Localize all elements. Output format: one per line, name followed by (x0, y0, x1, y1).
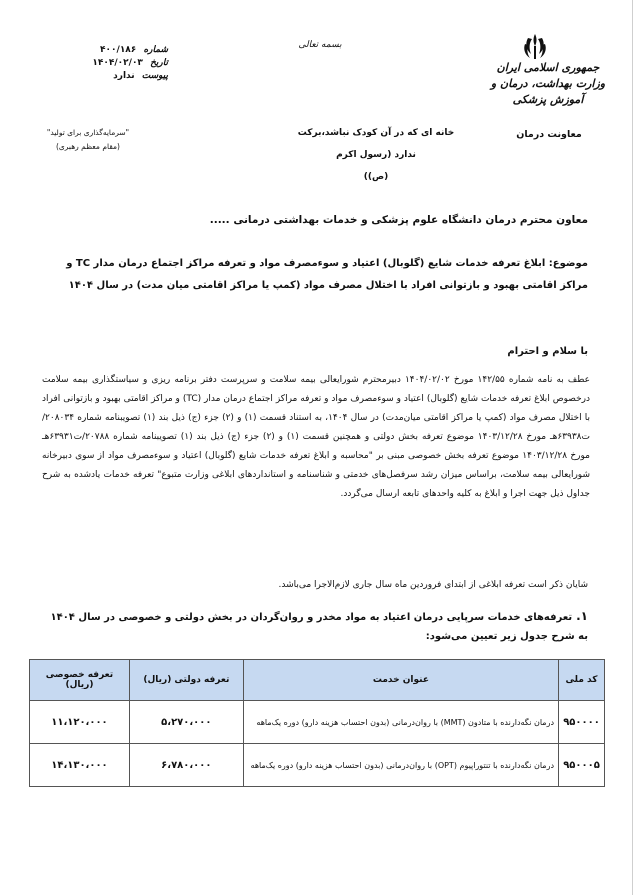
letter-body: عطف به نامه شماره ۱۴۲/۵۵ مورخ ۱۴۰۴/۰۲/۰۲ دبیرمحترم شورایعالی بیمه سلامت و سرپرست دفتر برنامه ریزی و سیاستگذاری بیمه سلامت درخصوص ابلاغ تعرفه خدمات شایع (گلوبال) اعتیاد و سوءمصرف مواد و تعرفه مراکز اجتماع درمان مدار (TC) و مراکز اقامتی بهبود و بازتوانی افراد با اختلال مصرف مواد (کمپ یا مراکز اقامتی میان‌مدت) در سال ۱۴۰۴، به استناد قسمت (۱) و (۲) جزء (ج) ذیل بند (۱) تصویبنامه شماره ۲۰۸۰۳۴/ت۶۳۹۳۸هـ مورخ ۱۴۰۳/۱۲/۲۸ موضوع تعرفه بخش دولتی و همچنین قسمت (۱) و (۲) جزء (ج) ذیل بند (۱) تصویبنامه شماره ۲۰۷۸۸/ت۶۳۹۳۱هـ مورخ ۱۴۰۳/۱۲/۲۸ موضوع تعرفه بخش خصوصی مبنی بر "محاسبه و ابلاغ تعرفه خدمات شایع (گلوبال) اعتیاد و سوءمصرف مواد از سوی دبیرخانه شورایعالی بیمه سلامت، براساس میزان رشد سرفصل‌های خدمتی و شناسنامه و استانداردهای ابلاغی وزارت متبوع" تعرفه خدمات یادشده به شرح جداول ذیل جهت اجرا و ابلاغ به کلیه واحدهای تابعه ارسال می‌گردد. (42, 375, 590, 499)
ministry-line-country: جمهوری اسلامی ایران (496, 61, 600, 74)
slogan-source: (مقام معظم رهبری) (56, 142, 120, 151)
deputy-name: معاونت درمان (516, 129, 582, 140)
date-label: تاریخ (150, 58, 168, 68)
number-row (68, 44, 168, 57)
date-row (68, 57, 168, 70)
item-1 (40, 607, 588, 646)
attachment-value: ندارد (113, 71, 135, 81)
date-value: ۱۴۰۴/۰۲/۰۳ (92, 58, 143, 68)
ministry-line-name: وزارت بهداشت، درمان و آموزش پزشکی (490, 77, 606, 106)
cell-gov-tariff: ۵،۲۷۰،۰۰۰ (129, 701, 243, 744)
subject-label: موضوع: (548, 258, 588, 269)
effective-date-note: شایان ذکر است تعرفه ابلاغی از ابتدای فروردین ماه سال جاری لازم‌الاجرا می‌باشد. (278, 580, 588, 590)
hadith (296, 122, 456, 188)
iran-emblem-icon (522, 32, 548, 60)
hadith-line-1: خانه ای که در آن کودک نباشد،برکت ندارد (رسول اکرم (297, 128, 455, 160)
greeting: با سلام و احترام (507, 346, 588, 357)
addressee: معاون محترم درمان دانشگاه علوم پزشکی و خدمات بهداشتی درمانی ..... (209, 214, 588, 226)
cell-gov-tariff: ۶،۷۸۰،۰۰۰ (129, 744, 243, 787)
ministry-logo (476, 60, 620, 112)
hadith-line-2: (ص)) (363, 172, 389, 182)
number-value: ۴۰۰/۱۸۶ (100, 45, 137, 55)
cell-code: ۹۵۰۰۰۰ (559, 701, 605, 744)
page-edge (632, 0, 633, 895)
table-row (30, 701, 605, 744)
basmala: بسمه تعالی (298, 40, 342, 50)
item-1-number: ۱. (576, 609, 588, 623)
header-code: کد ملی (559, 660, 605, 701)
slogan (36, 126, 140, 154)
cell-private-tariff: ۱۱،۱۲۰،۰۰۰ (30, 701, 130, 744)
attachment-label: پیوست (141, 71, 168, 81)
item-1-text: تعرفه‌های خدمات سرپایی درمان اعتیاد به مواد مخدر و روان‌گردان در بخش دولتی و خصوصی در سال ۱۴۰۴ به شرح جدول زیر تعیین می‌شود: (50, 612, 588, 642)
table-row (30, 744, 605, 787)
header-private-tariff: تعرفه خصوصی (ریال) (30, 660, 130, 701)
header-service-title: عنوان خدمت (243, 660, 558, 701)
slogan-text: "سرمایه‌گذاری برای تولید" (46, 128, 130, 137)
attachment-row (68, 70, 168, 83)
cell-private-tariff: ۱۴،۱۳۰،۰۰۰ (30, 744, 130, 787)
tariff-table (29, 659, 605, 787)
subject-text: ابلاغ تعرفه خدمات شایع (گلوبال) اعتیاد و سوءمصرف مواد و تعرفه مراکز اجتماع درمان مدار TC و مراکز اقامتی بهبود و بازتوانی افراد با اختلال مصرف مواد (کمپ یا مراکز اقامتی میان مدت) در سال ۱۴۰۴ (66, 258, 588, 291)
letter-metadata (68, 44, 168, 83)
table-header-row (30, 660, 605, 701)
cell-code: ۹۵۰۰۰۵ (559, 744, 605, 787)
cell-service-title: درمان نگه‌دارنده با تنتوراپیوم (OPT) با روان‌درمانی (بدون احتساب هزینه دارو) دوره یک‌ماهه (243, 744, 558, 787)
cell-service-title: درمان نگه‌دارنده با متادون (MMT) با روان‌درمانی (بدون احتساب هزینه دارو) دوره یک‌ماهه (243, 701, 558, 744)
header-gov-tariff: تعرفه دولتی (ریال) (129, 660, 243, 701)
number-label: شماره (143, 45, 168, 55)
subject (40, 253, 588, 297)
